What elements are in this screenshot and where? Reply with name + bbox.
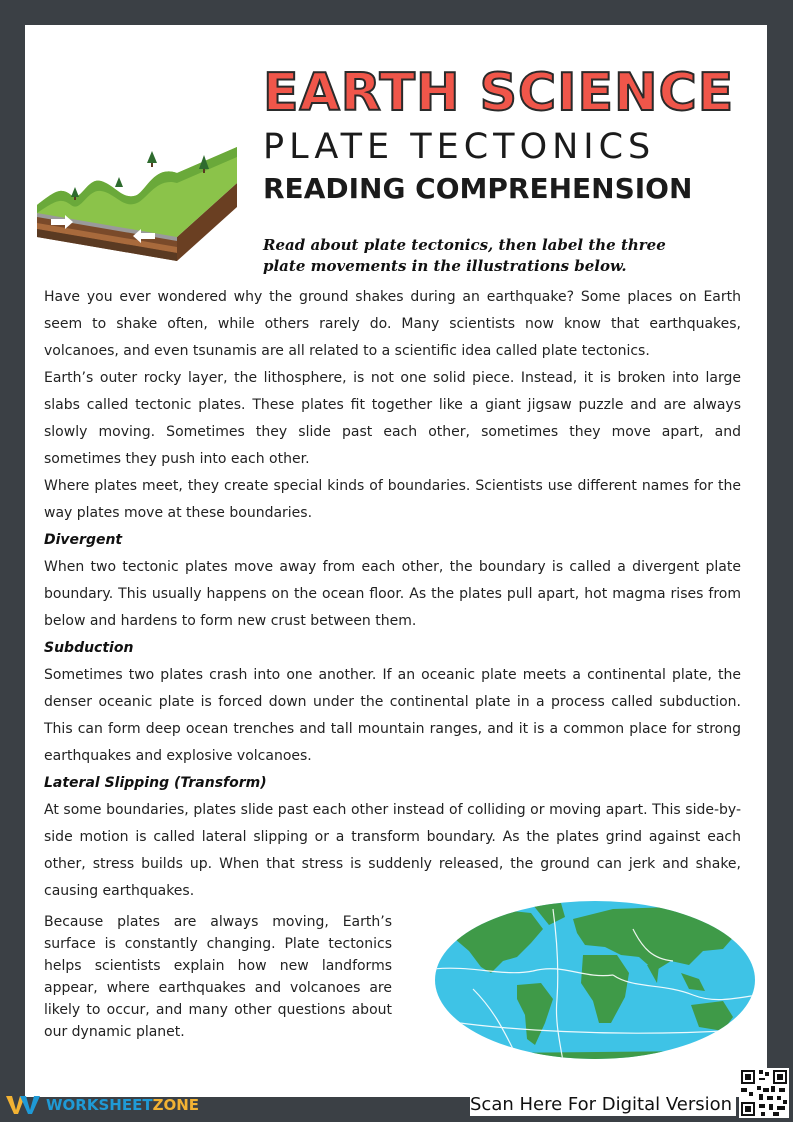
scan-label: Scan Here For Digital Version <box>470 1094 736 1116</box>
world-plate-map <box>433 899 757 1061</box>
worksheet-page <box>25 25 767 1097</box>
section-heading-divergent: Divergent <box>44 532 123 548</box>
worksheetzone-logo[interactable] <box>6 1092 199 1118</box>
section-heading-transform: Lateral Slipping (Transform) <box>44 775 267 791</box>
logo-w-icon <box>6 1094 42 1116</box>
section-text-divergent: When two tectonic plates move away from each other, the boundary is called a divergent plate boundary. This usually happens on the ocean floor. As the plates pull apart, hot magma rises from below and hardens to form new crust between them. <box>44 559 741 629</box>
instructions: Read about plate tectonics, then label the three plate movements in the illustrations below. <box>263 236 666 275</box>
qr-code-icon[interactable] <box>739 1068 789 1118</box>
title-block <box>263 63 763 207</box>
intro-paragraph: Earth’s outer rocky layer, the lithosphere, is not one solid piece. Instead, it is broken into large slabs called tectonic plates. These plates fit together like a giant jigsaw puzzle and are always slowly moving. Sometimes they slide past each other, sometimes they move apart, and sometimes they push into each other. <box>44 370 741 467</box>
page-subtitle: PLATE TECTONICS <box>263 127 656 167</box>
section-label: READING COMPREHENSION <box>263 172 693 205</box>
brand-accent: ZONE <box>152 1096 199 1114</box>
page-title: EARTH SCIENCE <box>263 63 735 123</box>
plate-boundary-illustration <box>37 143 239 261</box>
section-text-subduction: Sometimes two plates crash into one another. If an oceanic plate meets a continental plate, the denser oceanic plate is forced down under the continental plate in a process called subduction. This can form deep ocean trenches and tall mountain ranges, and it is a common place for strong earthquakes and explosive volcanoes. <box>44 667 741 764</box>
closing-paragraph: Because plates are always moving, Earth’s surface is constantly changing. Plate tectonics helps scientists explain how new landforms appear, where earthquakes and volcanoes are likely to occur, and many other questions about our dynamic planet. <box>44 914 392 1040</box>
reading-passage <box>44 284 741 905</box>
section-heading-subduction: Subduction <box>44 640 134 656</box>
intro-paragraph: Have you ever wondered why the ground shakes during an earthquake? Some places on Earth seem to shake often, while others rarely do. Many scientists now know that earthquakes, volcanoes, and even tsunamis are all related to a scientific idea called plate tectonics. <box>44 289 741 359</box>
section-text-transform: At some boundaries, plates slide past each other instead of colliding or moving apart. This side-by-side motion is called lateral slipping or a transform boundary. As the plates grind against each other, stress builds up. When that stress is suddenly released, the ground can jerk and shake, causing earthquakes. <box>44 802 741 899</box>
brand-main: WORKSHEET <box>46 1096 153 1114</box>
brand-name <box>46 1096 199 1114</box>
intro-paragraph: Where plates meet, they create special kinds of boundaries. Scientists use different names for the way plates move at these boundaries. <box>44 478 741 521</box>
